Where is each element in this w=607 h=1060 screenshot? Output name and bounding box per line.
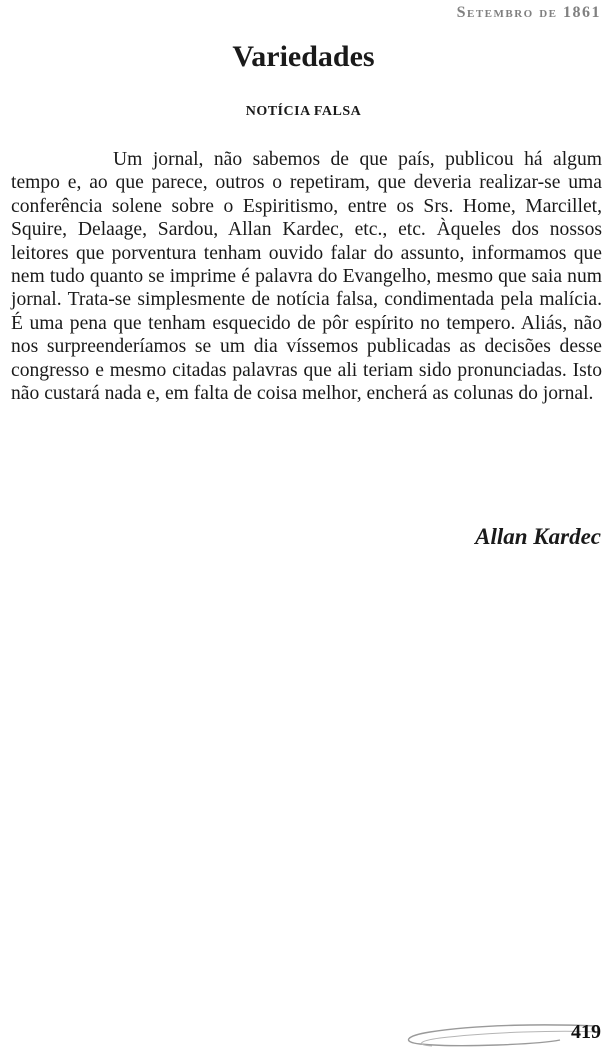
- article-title: NOTÍCIA FALSA: [245, 104, 362, 119]
- running-header: Setembro de 1861: [456, 4, 601, 21]
- signature: Allan Kardec: [475, 524, 601, 549]
- article-body: Um jornal, não sabemos de que país, publicou há algum tempo e, ao que parece, outros o repetiram, que deveria realizar-se uma conferência solene sobre o Espiritismo, entre os Srs. Home, Marcillet, Squire, Delaage, Sardou, Allan Kardec, etc., etc. Àqueles dos nossos leitores que porventura tenham ouvido falar do assunto, informamos que nem tudo quanto se imprime é palavra do Evangelho, mesmo que saia num jornal. Trata-se simplesmente de notícia falsa, condimentada pela malícia. É uma pena que tenham esquecido de pôr espírito no tempero. Aliás, não nos surpreenderíamos se um dia víssemos publicadas as decisões desse congresso e mesmo citadas palavras que ali teriam sido pronunciadas. Isto não custará nada e, em falta de coisa melhor, encherá as colunas do jornal.: [11, 149, 602, 405]
- page-number: 419: [571, 1021, 601, 1043]
- section-title: Variedades: [232, 40, 375, 73]
